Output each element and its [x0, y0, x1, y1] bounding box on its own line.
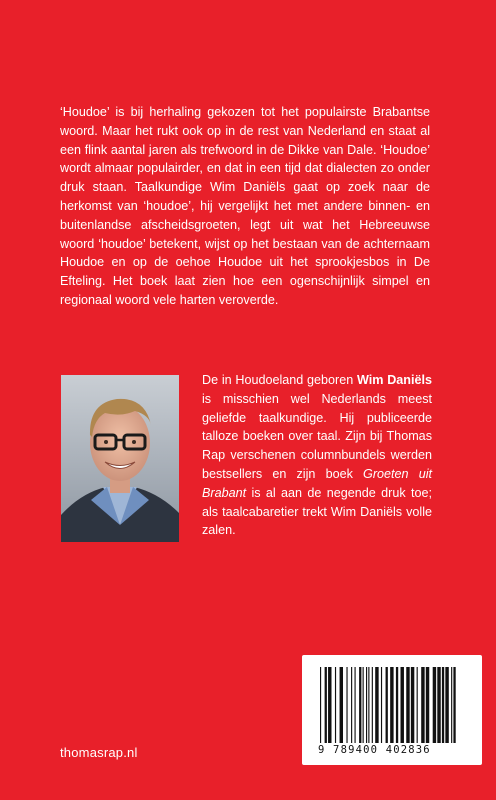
barcode-bar	[340, 667, 343, 743]
barcode-bar	[325, 667, 327, 743]
barcode-bar	[351, 667, 352, 743]
barcode-bar	[355, 667, 356, 743]
barcode-bar	[366, 667, 367, 743]
barcode-bar	[442, 667, 444, 743]
barcode-bar	[328, 667, 331, 743]
barcode-bar	[396, 667, 398, 743]
barcode-bar	[426, 667, 429, 743]
barcode-bar	[320, 667, 321, 743]
isbn-barcode	[302, 655, 482, 765]
barcode-bar	[451, 667, 452, 743]
barcode-bar	[411, 667, 414, 743]
publisher-website: thomasrap.nl	[60, 745, 138, 760]
barcode-bar	[372, 667, 373, 743]
barcode-bar	[386, 667, 388, 743]
barcode-bar	[421, 667, 424, 743]
book-title: Groeten uit Brabant	[202, 466, 432, 500]
author-name: Wim Daniëls	[356, 373, 432, 387]
barcode-bar	[359, 667, 361, 743]
bio-prefix: De in Houdoeland geboren	[202, 373, 357, 387]
barcode-bar	[346, 667, 347, 743]
barcode-bar	[401, 667, 404, 743]
author-portrait-image	[61, 375, 179, 542]
barcode-bar	[368, 667, 369, 743]
barcode-bar	[437, 667, 440, 743]
barcode-bar	[390, 667, 393, 743]
barcode-bar	[417, 667, 418, 743]
blurb-text: ‘Houdoe’ is bij herhaling gekozen tot het populairste Brabantse woord. Maar het rukt ook op in de rest van Nederland en staat al een flink aantal jaren als trefwoord in de Dikke van Dale. ‘Houdoe’ wordt almaar populairder, en dat in een tijd dat dialecten zo onder druk staan. Taalkundige Wim Daniëls gaat op zoek naar de herkomst van ‘houdoe’, hij vergelijkt het met andere binnen- en buitenlandse afscheidsgroeten, legt uit wat het Hebreeuwse woord ‘houdoe’ betekent, wijst op het bestaan van de achternaam Houdoe en op de oehoe Houdoe uit het sprookjesbos in De Efteling. Het boek laat zien hoe een ogenschijnlijk simpel en regionaal woord vele harten veroverde.	[60, 105, 430, 307]
barcode-bar	[406, 667, 409, 743]
barcode-bar	[375, 667, 378, 743]
author-bio	[202, 371, 432, 540]
author-photo	[61, 375, 179, 542]
bio-part2: is al aan de negende druk toe; als taalcabaretier trekt Wim Daniëls volle zalen.	[202, 485, 432, 538]
barcode-bar	[335, 667, 336, 743]
bio-part1: is misschien wel Nederlands meest geliefde taalkundige. Hij publiceerde talloze boeken over taal. Zijn bij Thomas Rap verschenen columnbundels werden bestsellers en zijn boek	[202, 391, 432, 481]
barcode-bar	[433, 667, 436, 743]
isbn-number: 9 789400 402836	[318, 744, 431, 756]
barcode-bar	[363, 667, 364, 743]
barcode-bars	[302, 655, 482, 745]
barcode-bar	[381, 667, 382, 743]
barcode-bar	[445, 667, 448, 743]
barcode-bar	[453, 667, 455, 743]
